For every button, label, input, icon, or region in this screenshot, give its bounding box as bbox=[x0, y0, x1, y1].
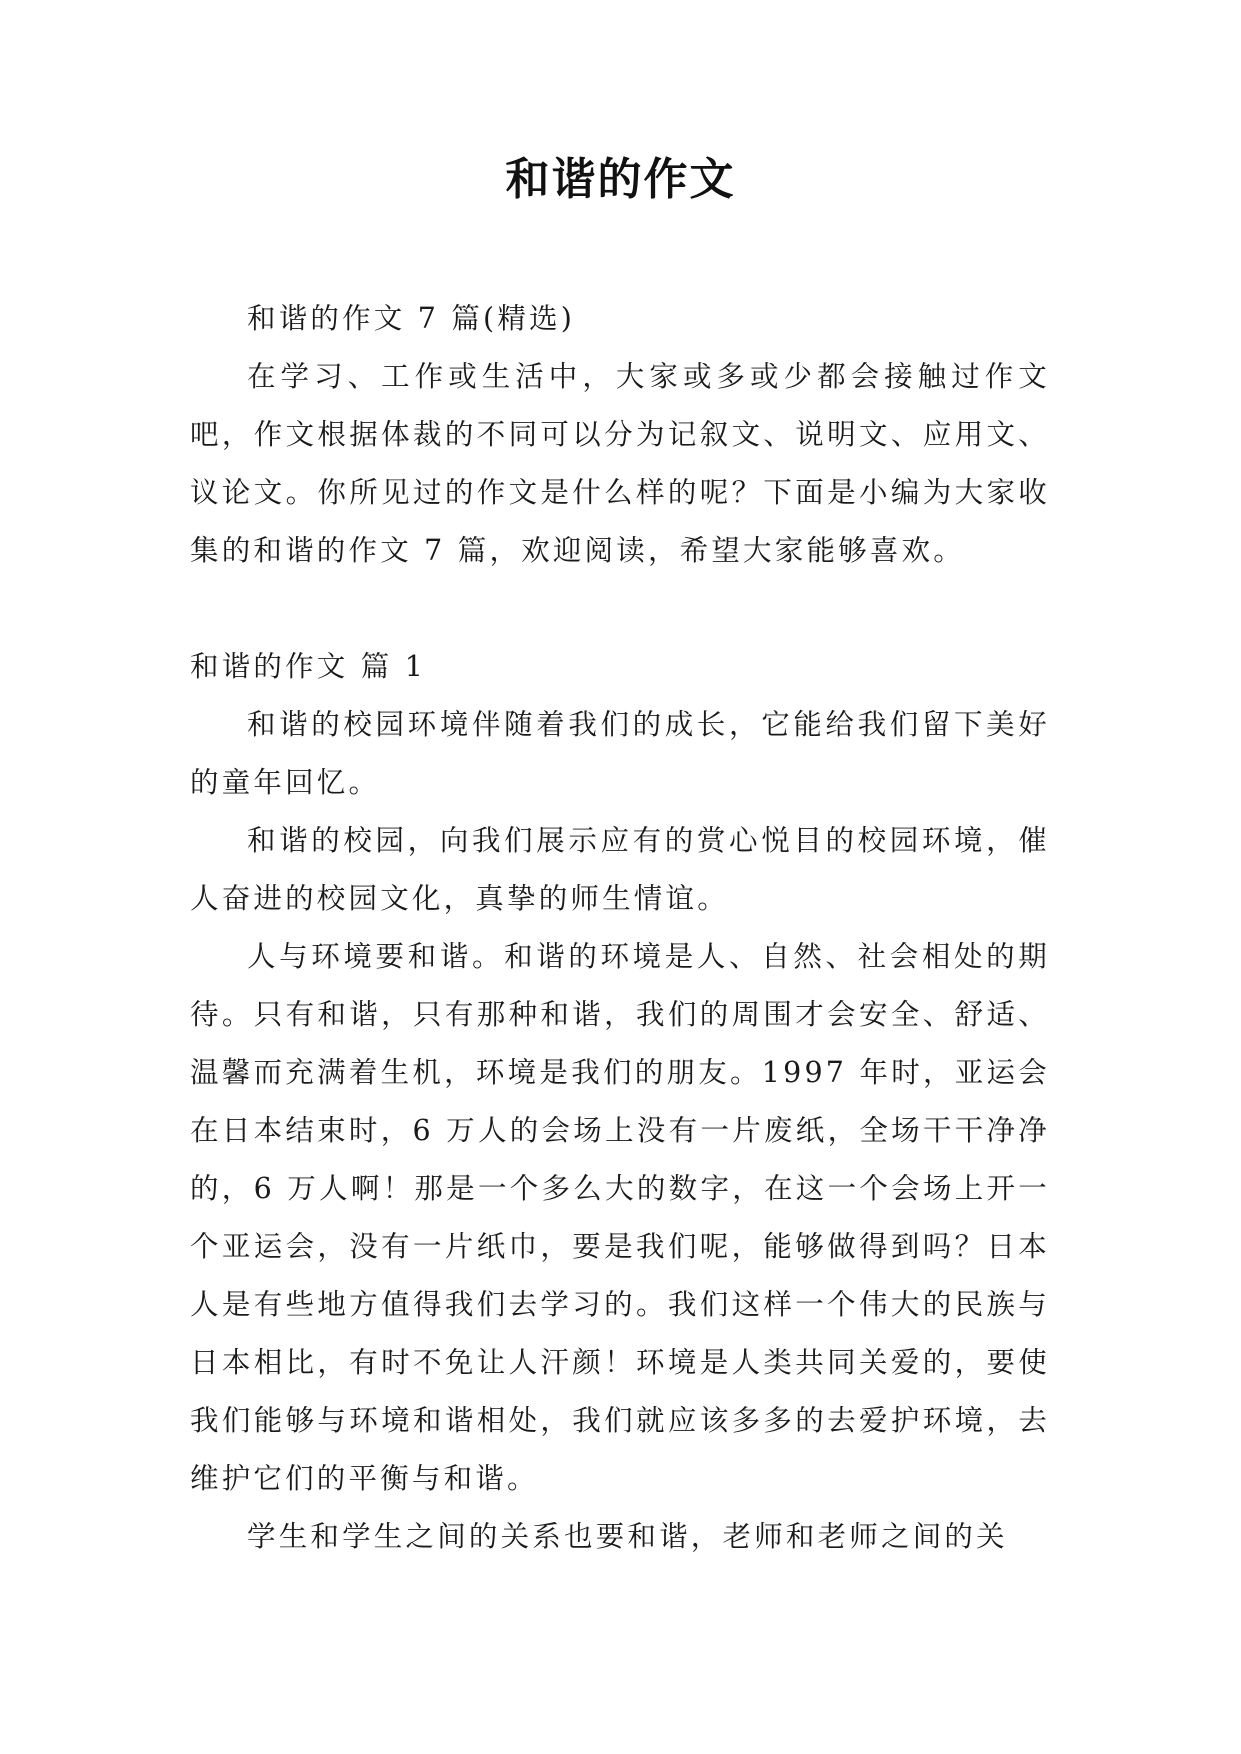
document-subtitle: 和谐的作文 7 篇(精选) bbox=[247, 302, 576, 335]
body-paragraph: 和谐的校园，向我们展示应有的赏心悦目的校园环境，催人奋进的校园文化，真挚的师生情谊。 bbox=[190, 824, 1050, 915]
document-title: 和谐的作文 bbox=[505, 154, 736, 205]
body-paragraph: 人与环境要和谐。和谐的环境是人、自然、社会相处的期待。只有和谐，只有那种和谐，我们的周围才会安全、舒适、温馨而充满着生机，环境是我们的朋友。1997 年时，亚运会在日本结束时，6 万人的会场上没有一片废纸，全场干干净净的，6 万人啊！那是一个多么大的数字，在这一个会场上开一个亚运会，没有一片纸巾，要是我们呢，能够做得到吗？日本人是有些地方值得我们去学习的。我们这样一个伟大的民族与日本相比，有时不免让人汗颜！环境是人类共同关爱的，要使我们能够与环境和谐相处，我们就应该多多的去爱护环境，去维护它们的平衡与和谐。 bbox=[190, 940, 1050, 1495]
body-paragraph: 学生和学生之间的关系也要和谐，老师和老师之间的关 bbox=[247, 1520, 1008, 1553]
document-body bbox=[190, 290, 1050, 1566]
section-spacer bbox=[190, 580, 1050, 638]
body-paragraph: 和谐的校园环境伴随着我们的成长，它能给我们留下美好的童年回忆。 bbox=[190, 708, 1050, 799]
intro-paragraph: 在学习、工作或生活中，大家或多或少都会接触过作文吧，作文根据体裁的不同可以分为记叙文、说明文、应用文、议论文。你所见过的作文是什么样的呢？下面是小编为大家收集的和谐的作文 7 篇，欢迎阅读，希望大家能够喜欢。 bbox=[190, 360, 1050, 567]
section-heading: 和谐的作文 篇 1 bbox=[190, 650, 427, 683]
